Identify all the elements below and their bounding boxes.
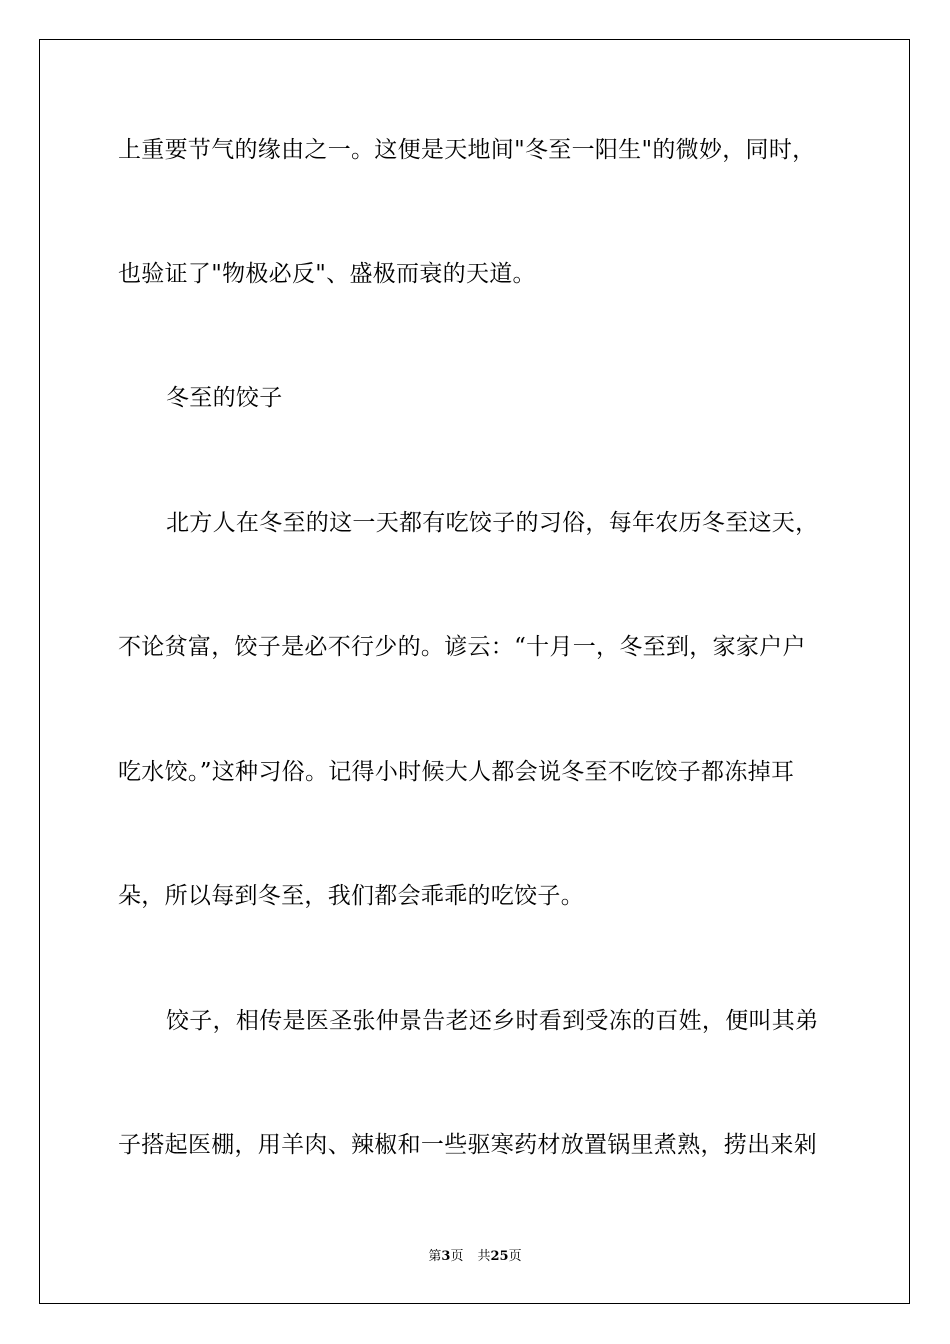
text-line-2: 也验证了"物极必反"、盛极而衰的天道。 [118, 261, 536, 287]
section-heading: 冬至的饺子 [166, 385, 283, 411]
text-line-3: 北方人在冬至的这一天都有吃饺子的习俗，每年农历冬至这天， [166, 510, 819, 536]
text-line-8: 子搭起医棚，用羊肉、辣椒和一些驱寒药材放置锅里煮熟，捞出来剁 [118, 1132, 817, 1158]
footer-page-prefix: 第 [428, 1249, 442, 1264]
footer-total-prefix: 共 [477, 1249, 491, 1264]
footer-total-pages: 25 [490, 1249, 509, 1264]
footer-page-number: 3 [441, 1249, 451, 1264]
footer-total-suffix: 页 [508, 1249, 522, 1264]
page-border [39, 39, 910, 1304]
text-line-5: 吃水饺。”这种习俗。记得小时候大人都会说冬至不吃饺子都冻掉耳 [118, 759, 795, 785]
text-line-7: 饺子，相传是医圣张仲景告老还乡时看到受冻的百姓，便叫其弟 [166, 1008, 819, 1034]
text-line-6: 朵，所以每到冬至，我们都会乖乖的吃饺子。 [118, 883, 584, 909]
page-footer [0, 1248, 950, 1266]
text-line-1: 上重要节气的缘由之一。这便是天地间"冬至一阳生"的微妙，同时， [118, 137, 816, 163]
footer-page-suffix: 页 [450, 1249, 464, 1264]
text-line-4: 不论贫富，饺子是必不行少的。谚云：“十月一，冬至到，家家户户 [118, 634, 806, 660]
